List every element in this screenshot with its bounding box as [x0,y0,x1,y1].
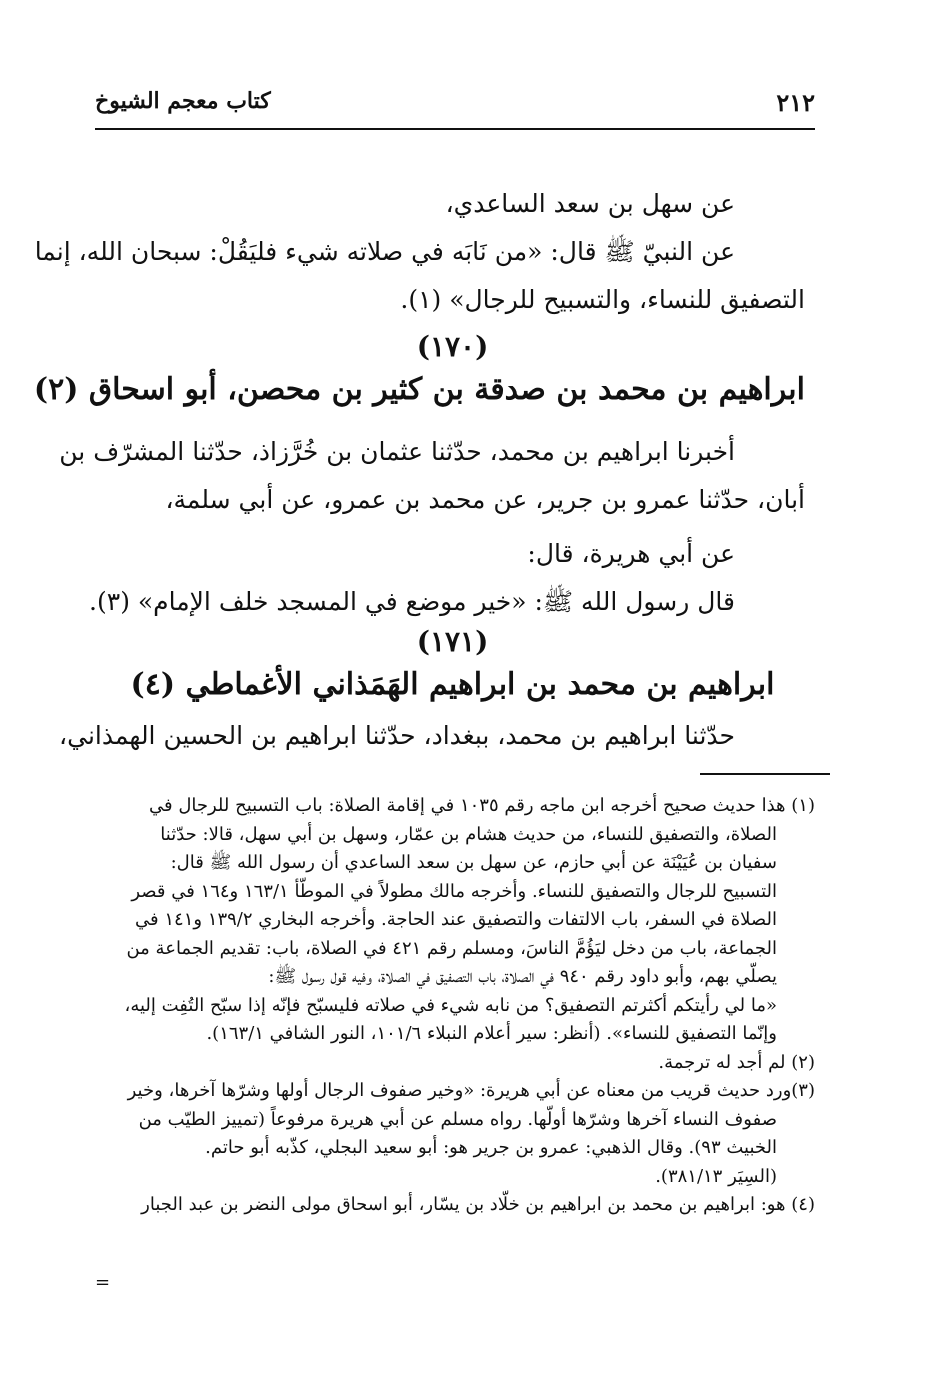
entry-title-170: ابراهيم بن محمد بن صدقة بن كثير بن محصن، أبو اسحاق (٢) [33,372,805,407]
footnote-line: وإنّما التصفيق للنساء». (أنظر: سير أعلام النبلاء ١٠١/٦، النور الشافي ١٦٣/١). [206,1023,777,1044]
footnote-line: (السِيَر ٣٨١/١٣). [655,1165,777,1187]
footnote-4 [95,1191,815,1220]
text-line: عن النبيّ ﷺ قال: «من نَابَه في صلاته شيء فليَقُلْ: سبحان الله، إنما [34,237,735,266]
entry-171-text [59,712,805,760]
footnote-2 [95,1049,815,1078]
footnote-line: الجماعة، باب من دخل ليَؤُمَّ الناسَ، ومسلم رقم ٤٢١ في الصلاة، باب: تقديم الجماعة من [126,937,777,959]
entry-number-170: (١٧٠) [416,330,489,363]
text-line: عن أبي هريرة، قال: [527,539,735,568]
text-line: أخبرنا ابراهيم بن محمد، حدّثنا عثمان بن خُرَّزاذ، حدّثنا المشرّف بن [59,437,735,466]
entry-number-171: (١٧١) [416,625,489,658]
page-number: ٢١٢ [776,88,815,117]
footnote-line: (٤) هو: ابراهيم بن محمد بن ابراهيم بن خلّاد بن يسّار، أبو اسحاق مولى النضر بن عبد الجبار [141,1194,815,1215]
entry-170-text [59,428,805,524]
footnote-separator [700,773,830,775]
footnote-line: (٢) لم أجد له ترجمة. [658,1051,815,1073]
footnote-line: الصلاة في السفر، باب الالتفات والتصفيق عند الحاجة. وأخرجه البخاري ١٣٩/٢ و١٤١ في [135,909,777,930]
footnote-3 [95,1077,815,1191]
footnote-1 [95,792,815,1049]
entry-title-171: ابراهيم بن محمد بن ابراهيم الهَمَذاني الأغماطي (٤) [130,667,775,702]
text-line: حدّثنا ابراهيم بن محمد، ببغداد، حدّثنا ابراهيم بن الحسين الهمذاني، [59,721,735,750]
text-line: التصفيق للنساء، والتسبيح للرجال» (١). [400,285,805,314]
footnote-line: صفوف النساء آخرها وشرّها أولّها. رواه مسلم عن أبي هريرة مرفوعاً (تمييز الطيّب من [138,1108,777,1130]
footnote-line: الصلاة، والتصفيق للنساء، من حديث هشام بن عمّار، وسهل بن أبي سهل، قالا: حدّثنا [160,823,777,845]
running-title: كتاب معجم الشيوخ [95,88,271,114]
entry-170-matn [89,530,805,626]
footnote-line: «ما لي رأيتكم أكثرتم التصفيق؟ من نابه شيء في صلاته فليسبّح فإنّه إذا سبّح التُفِت إليه، [124,994,777,1016]
footnote-line: التسبيح للرجال والتصفيق للنساء. وأخرجه مالك مطولاً في الموطّأ ١٦٣/١ و١٦٤ في قصر [131,880,777,902]
footnote-line: (٣)ورد حديث قريب من معناه عن أبي هريرة: «وخير صفوف الرجال أولها وشرّها آخرها، وخير [127,1080,815,1101]
footnote-line: يصلّي بهم، وأبو داود رقم ٩٤٠ في الصلاة، باب التصفيق في الصلاة، وفيه قول رسول ﷺ: [268,966,777,987]
footnotes [95,792,815,1220]
text-line: قال رسول الله ﷺ: «خير موضع في المسجد خلف الإمام» (٣). [89,587,735,616]
footnote-line: الخبيث ٩٣). وقال الذهبي: عمرو بن جرير هو: أبو سعيد البجلي، كذّبه أبو حاتم. [205,1137,777,1158]
prev-entry-text [34,180,805,324]
continuation-mark: = [95,1272,111,1293]
footnote-line: (١) هذا حديث صحيح أخرجه ابن ماجه رقم ١٠٣٥ في إقامة الصلاة: باب التسبيح للرجال في [148,795,815,816]
text-line: عن سهل بن سعد الساعدي، [445,189,735,218]
page-header [95,88,815,128]
footnote-line: سفيان بن عُيَيْنَة عن أبي حازم، عن سهل بن سعد الساعدي أن رسول الله ﷺ قال: [170,852,777,873]
header-rule [95,128,815,130]
text-line: أبان، حدّثنا عمرو بن جرير، عن محمد بن عمرو، عن أبي سلمة، [165,485,805,514]
